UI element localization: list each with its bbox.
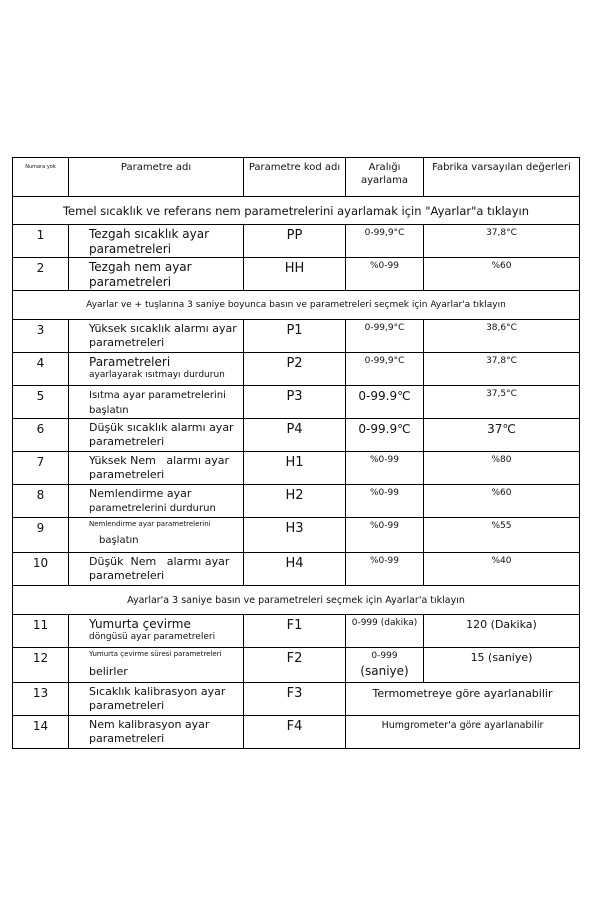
row-name-line2: parametreleri (89, 731, 165, 745)
parameter-table (12, 157, 580, 749)
table-header (13, 158, 579, 197)
header-range: Aralığı ayarlama (346, 158, 424, 196)
row-name (69, 716, 244, 748)
row-number: 11 (13, 615, 69, 647)
table-row (13, 225, 579, 258)
row-name-line2: parametreleri (89, 698, 165, 712)
row-code: F1 (244, 615, 346, 647)
table-row (13, 386, 579, 419)
section-basic: Temel sıcaklık ve referans nem parametrelerini ayarlamak için "Ayarlar"a tıklayın (13, 197, 579, 225)
row-number: 13 (13, 683, 69, 715)
row-number: 4 (13, 353, 69, 385)
row-name-line2: parametreleri (89, 568, 165, 582)
row-default: 37℃ (487, 422, 516, 436)
row-number: 6 (13, 419, 69, 451)
row-default: %60 (491, 261, 512, 271)
row-default: 37,8°C (486, 228, 517, 238)
row-name-line1: Yumurta çevirme süresi parametreleri (89, 650, 222, 658)
row-name-line1: Nemlendirme ayar parametrelerini (89, 520, 211, 528)
row-name-line2: başlatın (99, 534, 139, 546)
row-default: %40 (491, 556, 512, 566)
row-name (69, 683, 244, 715)
row-name-line1: Tezgah sıcaklık ayar (89, 227, 210, 241)
table-row (13, 615, 579, 648)
row-number: 8 (13, 485, 69, 517)
row-default: 37,8°C (486, 356, 517, 366)
header-no: Numara yok (13, 158, 69, 196)
row-name (69, 485, 244, 517)
header-default: Fabrika varsayılan değerleri (432, 162, 571, 173)
section-advanced: Ayarlar ve + tuşlarına 3 saniye boyunca basın ve parametreleri seçmek için Ayarlar'a tıklayın (13, 291, 579, 320)
row-number: 10 (13, 553, 69, 585)
row-code: H1 (244, 452, 346, 484)
row-name-line2: ayarlayarak ısıtmayı durdurun (89, 370, 225, 380)
row-name (69, 648, 244, 682)
row-name-line1: Nem kalibrasyon ayar (89, 718, 210, 731)
row-code: P1 (244, 320, 346, 352)
table-row (13, 716, 579, 749)
table-row (13, 485, 579, 518)
row-merged-note: Humgrometer'a göre ayarlanabilir (381, 720, 544, 731)
row-range-line2: (saniye) (360, 664, 409, 679)
row-name-line1: Yüksek sıcaklık alarmı ayar (89, 322, 237, 335)
row-default: 37,5°C (486, 389, 517, 399)
row-default: 15 (saniye) (470, 651, 533, 664)
table-row (13, 648, 579, 683)
row-number: 2 (13, 258, 69, 290)
header-code: Parametre kod adı (244, 158, 346, 196)
row-name (69, 615, 244, 647)
row-range: 0-99,9°C (346, 353, 424, 385)
row-range-line1: 0-999 (371, 651, 398, 661)
section-turning: Ayarlar'a 3 saniye basın ve parametreleri seçmek için Ayarlar'a tıklayın (13, 586, 579, 615)
row-name-line1: Düşük Nem alarmı ayar (89, 555, 230, 568)
row-name (69, 419, 244, 451)
row-name-line1: Sıcaklık kalibrasyon ayar (89, 685, 226, 698)
row-code: H4 (244, 553, 346, 585)
row-code: F3 (244, 683, 346, 715)
row-number: 9 (13, 518, 69, 552)
row-name-line1: Düşük sıcaklık alarmı ayar (89, 421, 234, 434)
row-number: 1 (13, 225, 69, 257)
row-default: %55 (491, 521, 512, 531)
table-row (13, 353, 579, 386)
table-row (13, 320, 579, 353)
row-code: P3 (244, 386, 346, 418)
table-row (13, 683, 579, 716)
row-number: 3 (13, 320, 69, 352)
row-range: 0-99.9℃ (346, 386, 424, 418)
row-range: %0-99 (346, 553, 424, 585)
row-name-line1: Yüksek Nem alarmı ayar (89, 454, 230, 467)
row-name-line2: parametreleri (89, 434, 165, 448)
row-default: 120 (Dakika) (466, 618, 537, 631)
row-range: %0-99 (346, 258, 424, 290)
row-name (69, 258, 244, 290)
row-name (69, 518, 244, 552)
row-name-line2: belirler (89, 664, 128, 678)
row-name-line1: Tezgah nem ayar (89, 260, 192, 274)
row-range (346, 648, 424, 682)
table-row (13, 419, 579, 452)
row-number: 12 (13, 648, 69, 682)
row-number: 14 (13, 716, 69, 748)
row-range: %0-99 (346, 452, 424, 484)
header-name: Parametre adı (69, 158, 244, 196)
row-code: P4 (244, 419, 346, 451)
row-name-line2: parametreleri (89, 467, 165, 481)
row-range: 0-99,9°C (346, 225, 424, 257)
row-name-line1: Parametreleri (89, 355, 171, 369)
row-name-line2: başlatın (89, 404, 129, 416)
table-row (13, 518, 579, 553)
row-number: 5 (13, 386, 69, 418)
row-name (69, 553, 244, 585)
row-default: %60 (491, 488, 512, 498)
row-name-line2: döngüsü ayar parametreleri (89, 632, 216, 642)
row-name-line1: Isıtma ayar parametrelerini (89, 390, 226, 401)
row-name-line2: parametreleri (89, 335, 165, 349)
row-code: F4 (244, 716, 346, 748)
row-merged-note: Termometreye göre ayarlanabilir (372, 687, 553, 700)
table-row (13, 553, 579, 586)
row-name-line2: parametreleri (89, 275, 172, 289)
row-code: PP (244, 225, 346, 257)
row-name-line2: parametrelerini durdurun (89, 502, 216, 514)
row-name (69, 225, 244, 257)
row-name (69, 452, 244, 484)
row-code: H2 (244, 485, 346, 517)
row-code: P2 (244, 353, 346, 385)
row-default: %80 (491, 455, 512, 465)
row-number: 7 (13, 452, 69, 484)
row-range: 0-99.9℃ (346, 419, 424, 451)
row-name (69, 353, 244, 385)
table-row (13, 452, 579, 485)
row-name-line1: Yumurta çevirme (89, 617, 191, 631)
row-name-line2: parametreleri (89, 242, 172, 256)
row-range: %0-99 (346, 518, 424, 552)
row-range: 0-999 (dakika) (346, 615, 424, 647)
row-range: %0-99 (346, 485, 424, 517)
row-range: 0-99,9°C (346, 320, 424, 352)
row-code: HH (244, 258, 346, 290)
row-name (69, 320, 244, 352)
row-code: H3 (244, 518, 346, 552)
row-code: F2 (244, 648, 346, 682)
table-row (13, 258, 579, 291)
row-name (69, 386, 244, 418)
row-default: 38,6°C (486, 323, 517, 333)
row-name-line1: Nemlendirme ayar (89, 487, 192, 500)
